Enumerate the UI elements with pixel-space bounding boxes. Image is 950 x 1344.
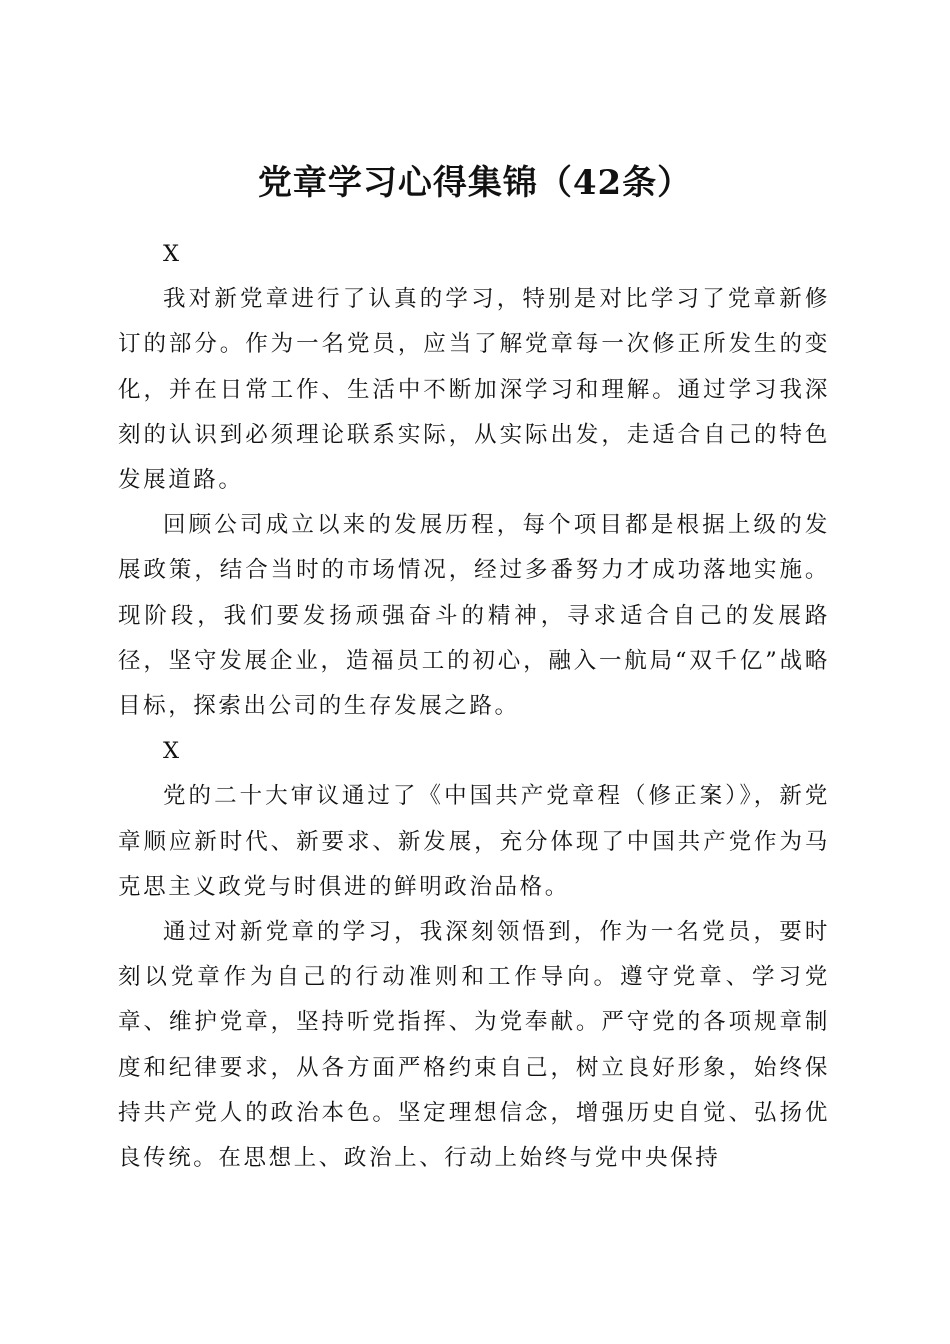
- section-marker: X: [163, 241, 182, 267]
- document-title: 党章学习心得集锦（42条）: [257, 162, 693, 203]
- paragraph: 我对新党章进行了认真的学习，特别是对比学习了党章新修订的部分。作为一名党员，应当了解党章每一次修正所发生的变化，并在日常工作、生活中不断加深学习和理解。通过学习我深刻的认识到必须理论联系实际，从实际出发，走适合自己的特色发展道路。: [118, 286, 830, 494]
- paragraph: 通过对新党章的学习，我深刻领悟到，作为一名党员，要时刻以党章作为自己的行动准则和工作导向。遵守党章、学习党章、维护党章，坚持听党指挥、为党奉献。严守党的各项规章制度和纪律要求，从各方面严格约束自己，树立良好形象，始终保持共产党人的政治本色。坚定理想信念，增强历史自觉、弘扬优良传统。在思想上、政治上、行动上始终与党中央保持: [118, 919, 830, 1172]
- document-body: [118, 232, 830, 1181]
- paragraph: 党的二十大审议通过了《中国共产党章程（修正案）》，新党章顺应新时代、新要求、新发展，充分体现了中国共产党作为马克思主义政党与时俱进的鲜明政治品格。: [118, 783, 830, 900]
- section-marker: X: [163, 738, 182, 765]
- paragraph: 回顾公司成立以来的发展历程，每个项目都是根据上级的发展政策，结合当时的市场情况，经过多番努力才成功落地实施。现阶段，我们要发扬顽强奋斗的精神，寻求适合自己的发展路径，坚守发展企业，造福员工的初心，融入一航局“双千亿”战略目标，探索出公司的生存发展之路。: [118, 512, 830, 720]
